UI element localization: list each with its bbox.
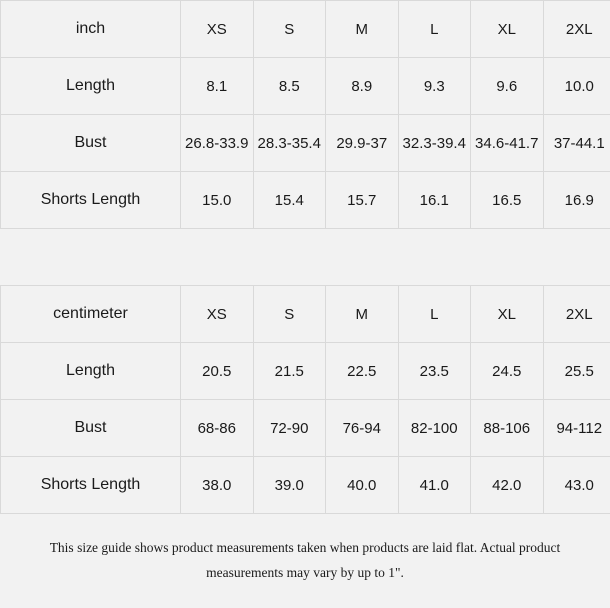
table-row bbox=[1, 400, 610, 457]
row-label-length: Length bbox=[1, 58, 181, 115]
table-row bbox=[1, 343, 610, 400]
centimeter-size-chart bbox=[0, 285, 610, 514]
size-guide-note-line-2: measurements may vary by up to 1". bbox=[206, 564, 404, 580]
column-header-l: L bbox=[398, 286, 471, 343]
cell-bust-m: 76-94 bbox=[326, 400, 399, 457]
inch-size-chart bbox=[0, 0, 610, 229]
cell-length-xs: 8.1 bbox=[181, 58, 254, 115]
unit-label-inch: inch bbox=[1, 1, 181, 58]
cell-bust-xl: 34.6-41.7 bbox=[471, 115, 544, 172]
unit-label-centimeter: centimeter bbox=[1, 286, 181, 343]
cell-bust-2xl: 37-44.1 bbox=[543, 115, 610, 172]
cell-shorts-length-2xl: 43.0 bbox=[543, 457, 610, 514]
row-label-bust: Bust bbox=[1, 400, 181, 457]
cell-length-s: 8.5 bbox=[253, 58, 326, 115]
cell-shorts-length-2xl: 16.9 bbox=[543, 172, 610, 229]
column-header-l: L bbox=[398, 1, 471, 58]
row-label-bust: Bust bbox=[1, 115, 181, 172]
table-header-row bbox=[1, 1, 610, 58]
cell-shorts-length-l: 16.1 bbox=[398, 172, 471, 229]
column-header-xl: XL bbox=[471, 286, 544, 343]
cell-bust-2xl: 94-112 bbox=[543, 400, 610, 457]
cell-length-m: 22.5 bbox=[326, 343, 399, 400]
cell-bust-xl: 88-106 bbox=[471, 400, 544, 457]
cell-bust-m: 29.9-37 bbox=[326, 115, 399, 172]
cell-length-l: 9.3 bbox=[398, 58, 471, 115]
column-header-s: S bbox=[253, 1, 326, 58]
column-header-xl: XL bbox=[471, 1, 544, 58]
column-header-xs: XS bbox=[181, 286, 254, 343]
cell-length-2xl: 25.5 bbox=[543, 343, 610, 400]
cell-shorts-length-xl: 42.0 bbox=[471, 457, 544, 514]
size-guide-note bbox=[0, 514, 610, 586]
column-header-s: S bbox=[253, 286, 326, 343]
cell-bust-s: 28.3-35.4 bbox=[253, 115, 326, 172]
table-row bbox=[1, 457, 610, 514]
column-header-2xl: 2XL bbox=[543, 1, 610, 58]
row-label-shorts-length: Shorts Length bbox=[1, 172, 181, 229]
row-label-length: Length bbox=[1, 343, 181, 400]
size-guide-note-line-1: This size guide shows product measurements taken when products are laid flat. Actual product bbox=[49, 540, 561, 555]
cell-length-2xl: 10.0 bbox=[543, 58, 610, 115]
cell-bust-xs: 26.8-33.9 bbox=[181, 115, 254, 172]
cell-length-m: 8.9 bbox=[326, 58, 399, 115]
cell-bust-l: 82-100 bbox=[398, 400, 471, 457]
cell-bust-s: 72-90 bbox=[253, 400, 326, 457]
table-gap-spacer bbox=[0, 229, 610, 285]
column-header-xs: XS bbox=[181, 1, 254, 58]
cell-shorts-length-xs: 38.0 bbox=[181, 457, 254, 514]
cell-length-xl: 24.5 bbox=[471, 343, 544, 400]
cell-shorts-length-m: 15.7 bbox=[326, 172, 399, 229]
column-header-m: M bbox=[326, 1, 399, 58]
table-row bbox=[1, 172, 610, 229]
cell-shorts-length-s: 39.0 bbox=[253, 457, 326, 514]
cell-bust-l: 32.3-39.4 bbox=[398, 115, 471, 172]
cell-length-l: 23.5 bbox=[398, 343, 471, 400]
table-row bbox=[1, 58, 610, 115]
table-header-row bbox=[1, 286, 610, 343]
row-label-shorts-length: Shorts Length bbox=[1, 457, 181, 514]
column-header-m: M bbox=[326, 286, 399, 343]
cell-shorts-length-s: 15.4 bbox=[253, 172, 326, 229]
cell-shorts-length-m: 40.0 bbox=[326, 457, 399, 514]
cell-shorts-length-xs: 15.0 bbox=[181, 172, 254, 229]
cell-length-xl: 9.6 bbox=[471, 58, 544, 115]
table-row bbox=[1, 115, 610, 172]
cell-length-s: 21.5 bbox=[253, 343, 326, 400]
cell-bust-xs: 68-86 bbox=[181, 400, 254, 457]
cell-shorts-length-l: 41.0 bbox=[398, 457, 471, 514]
column-header-2xl: 2XL bbox=[543, 286, 610, 343]
cell-length-xs: 20.5 bbox=[181, 343, 254, 400]
cell-shorts-length-xl: 16.5 bbox=[471, 172, 544, 229]
